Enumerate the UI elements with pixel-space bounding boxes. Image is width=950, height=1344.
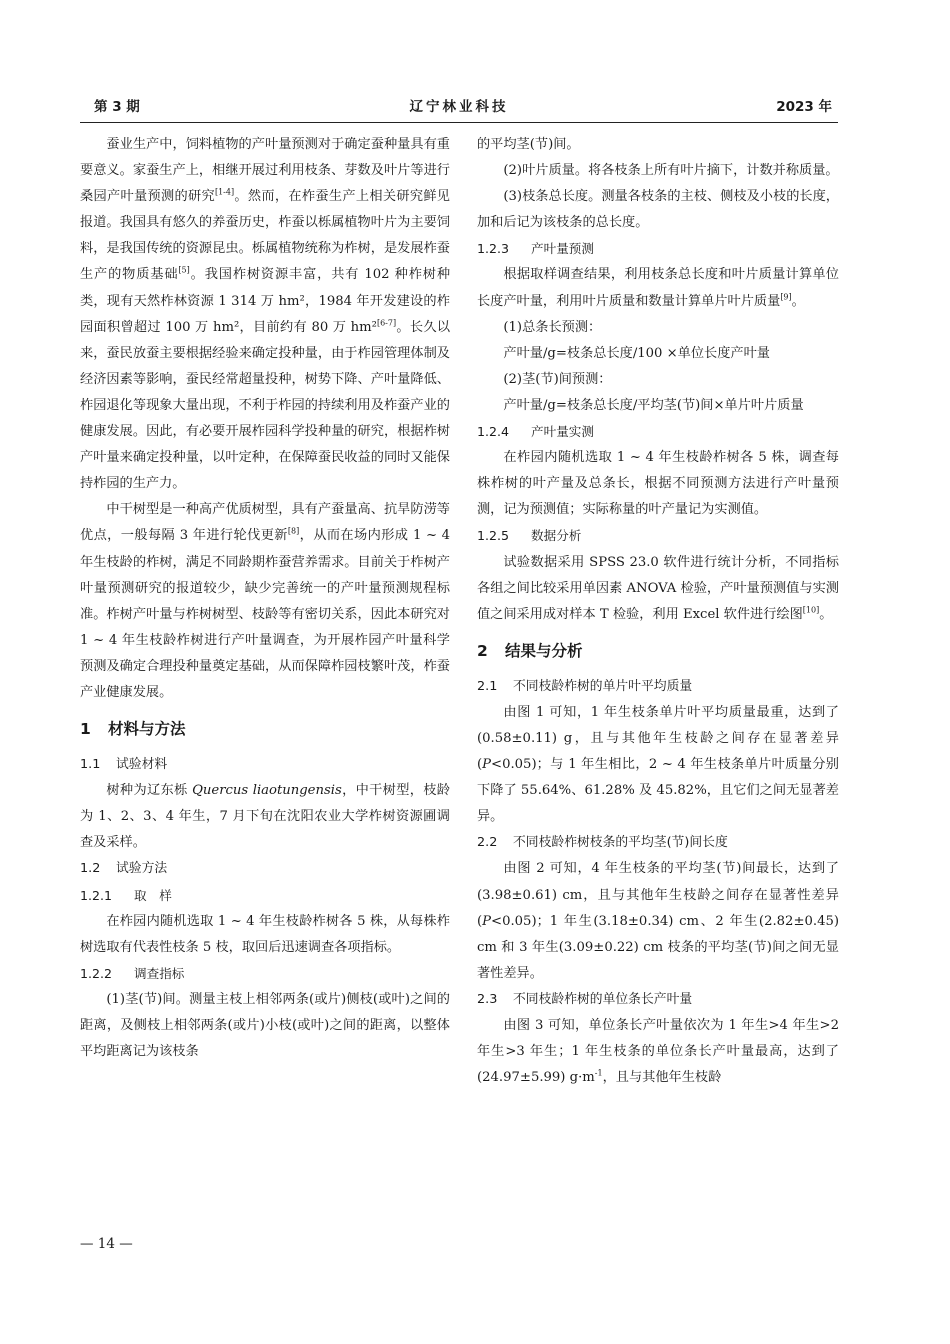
citation[interactable]: [6-7] (376, 318, 397, 328)
formula-2: 产叶量/g=枝条总长度/平均茎(节)间×单片叶片质量 (503, 397, 804, 413)
citation[interactable]: [10] (802, 605, 820, 615)
page-number: — 14 — (80, 1236, 133, 1252)
left-column (80, 132, 450, 1065)
intro-paragraph-2: 中干树型是一种高产优质树型，具有产蚕量高、抗旱防涝等优点，一般每隔 3 年进行轮伐更新[8]，从而在场内形成 1 ~ 4 年生枝龄的柞树，满足不同龄期柞蚕营养需求。目前关于柞树产叶量预测研究的报道较少，缺少完善统一的产叶量预测规程标准。柞树产叶量与柞树树型、枝龄等有密切关系，因此本研究对 1 ~ 4 年生枝龄柞树进行产叶量调查，为开展柞园产叶量科学预测及确定合理投种量奠定基础，从而保障柞园枝繁叶茂，柞蚕产业健康发展。 (80, 502, 451, 700)
journal-name: 辽宁林业科技 (409, 99, 509, 115)
subsection-heading-2-3: 2.3 不同枝龄柞树的单位条长产叶量 (477, 991, 693, 1007)
subsubsection-heading-1-2-5: 1.2.5 数据分析 (477, 528, 582, 544)
intro-paragraph-1: 蚕业生产中，饲料植物的产叶量预测对于确定蚕种量具有重要意义。家蚕生产上，相继开展过利用枝条、芽数及叶片等进行桑园产叶量预测的研究[1-4]。然而，在柞蚕生产上相关研究鲜见报道。我国具有悠久的养蚕历史，柞蚕以栎属植物叶片为主要饲料，是我国传统的资源昆虫。栎属植物统称为柞树，是发展柞蚕生产的物质基础[5]。我国柞树资源丰富，共有 102 种柞树种类，现有天然柞林资源 1 314 万 hm²，1984 年开发建设的柞园面积曾超过 100 万 hm²，目前约有 80 万 hm²[6-7]。长久以来，蚕民放蚕主要根据经验来确定投种量，由于柞园管理体制及经济因素等影响，蚕民经常超量投种，树势下降、产叶量降低、柞园退化等现象大量出现，不利于柞园的持续利用及柞蚕产业的健康发展。因此，有必要开展柞园科学投种量的研究，根据柞树产叶量来确定投种量，以叶定种，在保障蚕民收益的同时又能保持柞园的生产力。 (80, 137, 451, 492)
header-rule (80, 122, 838, 123)
subsubsection-heading-1-2-1: 1.2.1 取 样 (80, 887, 172, 903)
indicator-paragraph-3: (3)枝条总长度。测量各枝条的主枝、侧枝及小枝的长度，加和后记为该枝条的总长度。 (477, 189, 839, 231)
measurement-paragraph: 在柞园内随机选取 1 ~ 4 年生枝龄柞树各 5 株，调查每株柞树的叶产量及总条长，根据不同预测方法进行产叶量预测，记为预测值；实际称量的叶产量记为实测值。 (477, 450, 839, 518)
subsubsection-heading-1-2-2: 1.2.2 调查指标 (80, 965, 185, 981)
sampling-paragraph: 在柞园内随机选取 1 ~ 4 年生枝龄柞树各 5 株，从每株柞树选取有代表性枝条 5 枝，取回后迅速调查各项指标。 (80, 913, 450, 955)
subsubsection-heading-1-2-4: 1.2.4 产叶量实测 (477, 424, 594, 440)
formula-1-label: (1)总条长预测： (503, 319, 602, 335)
indicator-paragraph-1-cont: 的平均茎(节)间。 (477, 137, 580, 152)
section-heading-1: 1 材料与方法 (80, 720, 186, 739)
result-paragraph-2-3: 由图 3 可知，单位条长产叶量依次为 1 年生>4 年生>2 年生>3 年生；1 年生枝条的单位条长产叶量最高，达到了(24.97±5.99) $g\cdot m^{-1}$，且与其他年生枝龄 (477, 1018, 839, 1086)
prediction-paragraph: 根据取样调查结果，利用枝条总长度和叶片质量计算单位长度产叶量，利用叶片质量和数量计算单片叶片质量[9]。 (477, 267, 839, 309)
citation[interactable]: [9] (780, 292, 792, 302)
species-name: Quercus liaotungensis (192, 783, 342, 799)
indicator-paragraph-2: (2)叶片质量。将各枝条上所有叶片摘下，计数并称质量。 (503, 163, 839, 179)
right-column (477, 132, 839, 1091)
result-paragraph-2-2: 由图 2 可知，4 年生枝条的平均茎(节)间最长，达到了(3.98±0.61) cm，且与其他年生枝龄之间存在显著性差异(P<0.05)；1 年生(3.18±0.34) cm、2 年生(2.82±0.45) cm 和 3 年生(3.09±0.22) cm 枝条的平均茎(节)间之间无显著性差异。 (477, 861, 839, 981)
subsubsection-heading-1-2-3: 1.2.3 产叶量预测 (477, 241, 594, 257)
formula-2-label: (2)茎(节)间预测： (503, 371, 612, 387)
publication-year: 2023 年 (776, 99, 832, 115)
indicator-paragraph-1: (1)茎(节)间。测量主枝上相邻两条(或片)侧枝(或叶)之间的距离，及侧枝上相邻两条(或片)小枝(或叶)之间的距离，以整体平均距离记为该枝条 (80, 991, 450, 1060)
citation[interactable]: [5] (178, 266, 190, 276)
result-paragraph-2-1: 由图 1 可知，1 年生枝条单片叶平均质量最重，达到了(0.58±0.11) g，且与其他年生枝龄之间存在显著差异(P<0.05)；与 1 年生相比，2 ~ 4 年生枝条单片叶质量分别下降了 55.64%、61.28% 及 45.82%，且它们之间无显著差异。 (477, 704, 839, 825)
materials-paragraph: 树种为辽东栎 Quercus liaotungensis，中干树型，枝龄为 1、2、3、4 年生，7 月下旬在沈阳农业大学柞树资源圃调查及采样。 (80, 783, 450, 851)
formula-1: 产叶量/g=枝条总长度/100 ×单位长度产叶量 (503, 345, 770, 361)
subsection-heading-1-1: 1.1 试验材料 (80, 757, 168, 773)
analysis-paragraph: 试验数据采用 SPSS 23.0 软件进行统计分析，不同指标各组之间比较采用单因素 ANOVA 检验，产叶量预测值与实测值之间采用成对样本 T 检验，利用 Excel 软件进行绘图[10]。 (477, 554, 839, 622)
subsection-heading-1-2: 1.2 试验方法 (80, 861, 168, 877)
running-header (80, 96, 838, 118)
subsection-heading-2-2: 2.2 不同枝龄柞树枝条的平均茎(节)间长度 (477, 835, 728, 851)
subsection-heading-2-1: 2.1 不同枝龄柞树的单片叶平均质量 (477, 678, 693, 694)
issue-number: 第 3 期 (94, 99, 140, 115)
citation[interactable]: [8] (287, 527, 300, 537)
section-heading-2: 2 结果与分析 (477, 641, 583, 660)
citation[interactable]: [1-4] (214, 187, 235, 197)
